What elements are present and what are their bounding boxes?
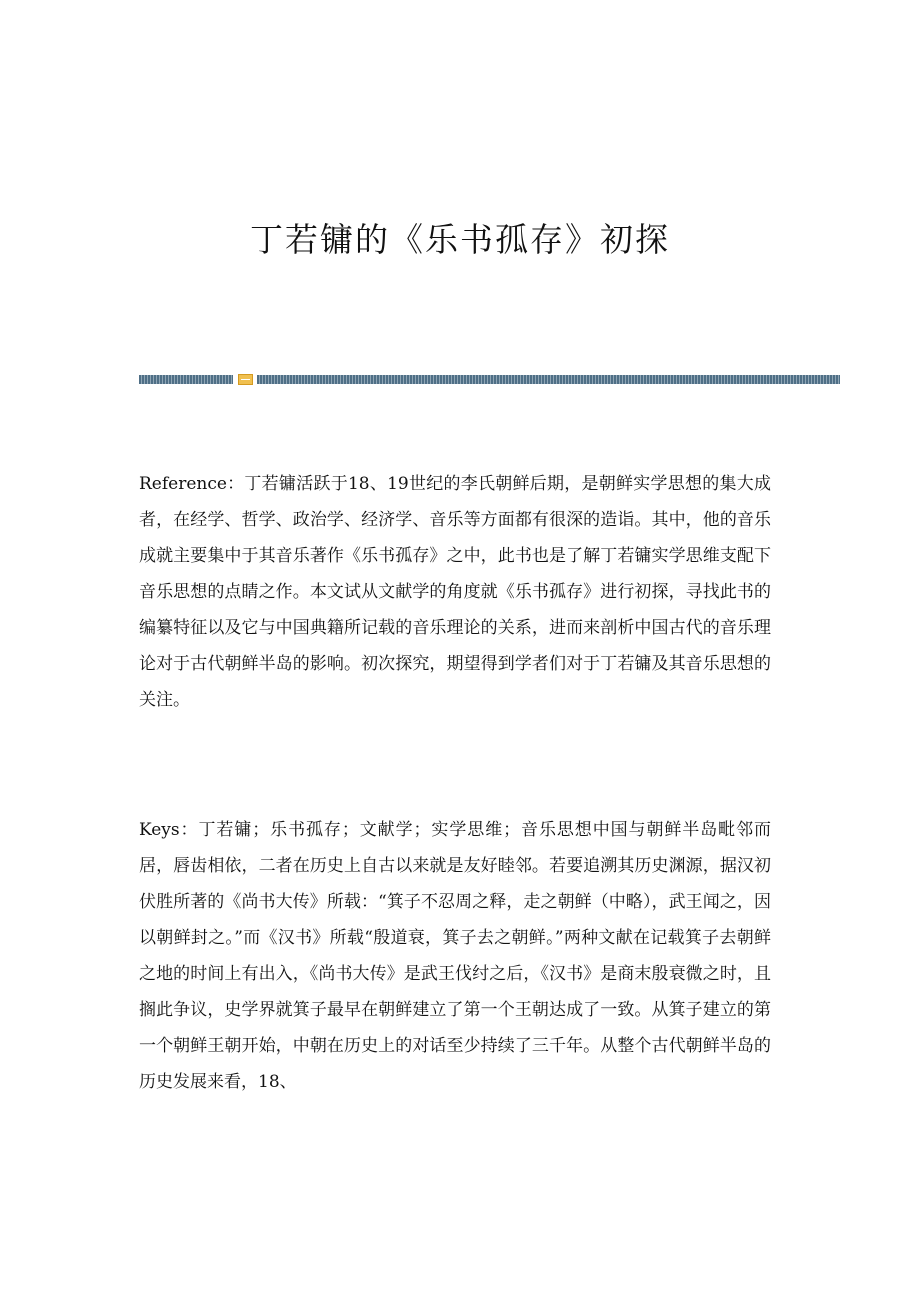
divider-badge-icon [238, 374, 253, 385]
reference-paragraph: Reference：丁若镛活跃于18、19世纪的李氏朝鲜后期，是朝鲜实学思想的集大成者，在经学、哲学、政治学、经济学、音乐等方面都有很深的造诣。其中，他的音乐成就主要集中于其音乐著作《乐书孤存》之中，此书也是了解丁若镛实学思维支配下音乐思想的点睛之作。本文试从文献学的角度就《乐书孤存》进行初探，寻找此书的编纂特征以及它与中国典籍所记载的音乐理论的关系，进而来剖析中国古代的音乐理论对于古代朝鲜半岛的影响。初次探究，期望得到学者们对于丁若镛及其音乐思想的关注。 [139, 474, 771, 710]
divider-bar-left [139, 375, 233, 384]
title-divider [139, 375, 840, 384]
keys-body-paragraph: Keys：丁若镛；乐书孤存；文献学；实学思维；音乐思想中国与朝鲜半岛毗邻而居，唇齿相依，二者在历史上自古以来就是友好睦邻。若要追溯其历史渊源，据汉初伏胜所著的《尚书大传》所载：“箕子不忍周之释，走之朝鲜（中略），武王闻之，因以朝鲜封之。”而《汉书》所载“殷道衰，箕子去之朝鲜。”两种文献在记载箕子去朝鲜之地的时间上有出入，《尚书大传》是武王伐纣之后，《汉书》是商末殷衰微之时，且搁此争议，史学界就箕子最早在朝鲜建立了第一个王朝达成了一致。从箕子建立的第一个朝鲜王朝开始，中朝在历史上的对话至少持续了三千年。从整个古代朝鲜半岛的历史发展来看，18、 [139, 820, 771, 1092]
page-title: 丁若镛的《乐书孤存》初探 [250, 220, 670, 259]
divider-bar-right [257, 375, 840, 384]
